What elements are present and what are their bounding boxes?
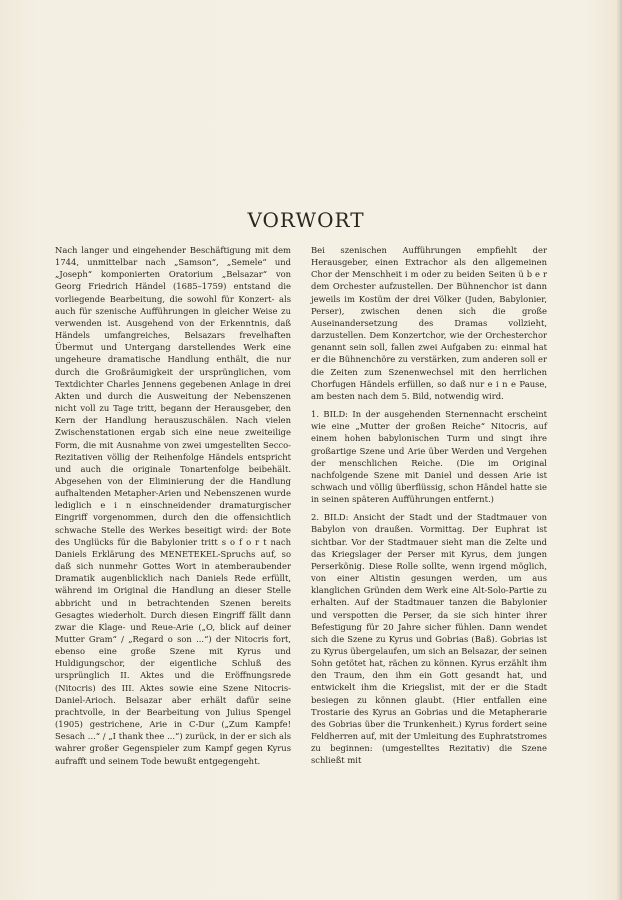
page-title: VORWORT	[247, 208, 365, 232]
page-edge-shadow	[616, 0, 622, 900]
paragraph: Bei szenischen Aufführungen empfiehlt der Herausgeber, einen Extrachor als den allgemeinen Chor der Menschheit i m oder zu beiden Seiten ü b e r dem Orchester aufzustellen. Der Bühnenchor ist dann jeweils im Kostüm der drei Völker (Juden, Babylonier, Perser), zwischen denen sich die große Auseinandersetzung des Dramas vollzieht, darzustellen. Dem Konzertchor, wie der Orchesterchor genannt sein soll, fallen zwei Aufgaben zu: einmal hat er die Bühnenchöre zu verstärken, zum anderen soll er die Zeiten zum Szenenwechsel mit den herrlichen Chorfugen Händels erfüllen, so daß nur e i n e Pause, am besten nach dem 5. Bild, notwendig wird.	[311, 245, 547, 401]
paragraph: 1. BILD: In der ausgehenden Sternennacht erscheint wie eine „Mutter der großen Reiche“ Nitocris, auf einem hohen babylonischen Turm und singt ihre großartige Szene und Arie über Werden und Vergehen der menschlichen Reiche. (Die im Original nachfolgende Szene mit Daniel und dessen Arie ist schwach und völlig überflüssig, schon Händel hatte sie in seinen späteren Aufführungen entfernt.)	[311, 409, 547, 505]
paragraph: Nach langer und eingehender Beschäftigung mit dem 1744, unmittelbar nach „Samson“, „Semele“ und „Joseph“ komponierten Oratorium „Belsazar“ von Georg Friedrich Händel (1685–1759) entstand die vorliegende Bearbeitung, die sowohl für Konzert- als auch für szenische Aufführungen in gleicher Weise zu verwenden ist. Ausgehend von der Erkenntnis, daß Händels umfangreiches, Belsazars frevelhaften Übermut und Untergang darstellendes Werk eine ungeheure dramatische Handlung enthält, die nur durch die Großräumigkeit der ursprünglichen, vom Textdichter Charles Jennens gegebenen Anlage in drei Akten und durch die Ausweitung der Nebenszenen nicht voll zu Tage tritt, begann der Herausgeber, den Kern der Handlung herauszuschälen. Nach vielen Zwischenstationen ergab sich eine neue zweiteilige Form, die mit Ausnahme von zwei umgestellten Secco-Rezitativen völlig der Reihenfolge Händels entspricht und auch die originale Tonartenfolge beibehält. Abgesehen von der Eliminierung der die Handlung aufhaltenden Metapher-Arien und Nebenszenen wurde lediglich e i n einschneidender dramaturgischer Eingriff vorgenommen, durch den die offensichtlich schwache Stelle des Werkes beseitigt wird: der Bote des Unglücks für die Babylonier tritt s o f o r t nach Daniels Erklärung des MENETEKEL-Spruchs auf, so daß sich nunmehr Gottes Wort in atemberaubender Dramatik augenblicklich nach Daniels Rede erfüllt, während im Original die Handlung an dieser Stelle abbricht und in betrachtenden Szenen bereits Gesagtes wiederholt. Durch diesen Eingriff fällt dann zwar die Klage- und Reue-Arie („O, blick auf deiner Mutter Gram“ / „Regard o son ...“) der Nitocris fort, ebenso eine große Szene mit Kyrus und Huldigungschor, der eigentliche Schluß des ursprünglich II. Aktes und die Eröffnungsrede (Nitocris) des III. Aktes sowie eine Szene Nitocris-Daniel-Arioch. Belsazar aber erhält dafür seine prachtvolle, in der Bearbeitung von Julius Spengel (1905) gestrichene, Arie in C-Dur („Zum Kampfe! Sesach ...“ / „I thank thee ...“) zurück, in der er sich als wahrer großer Gegenspieler zum Kampf gegen Kyrus aufrafft und seinem Tode bewußt entgegengeht.	[55, 245, 291, 766]
right-text-column	[311, 244, 547, 767]
left-text-column	[55, 244, 291, 767]
paragraph: 2. BILD: Ansicht der Stadt und der Stadtmauer von Babylon von draußen. Vormittag. Der Euphrat ist sichtbar. Vor der Stadtmauer sieht man die Zelte und das Kriegslager der Perser mit Kyrus, dem jungen Perserkönig. Diese Rolle sollte, wenn irgend möglich, von einer Altistin gesungen werden, um aus klanglichen Gründen dem Werk eine Alt-Solo-Partie zu erhalten. Auf der Stadtmauer tanzen die Babylonier und verspotten die Perser, da sie sich hinter ihrer Befestigung für 20 Jahre sicher fühlen. Dann wendet sich die Szene zu Kyrus und Gobrias (Baß). Gobrias ist zu Kyrus übergelaufen, um sich an Belsazar, der seinen Sohn getötet hat, rächen zu können. Kyrus erzählt ihm den Traum, den ihm ein Gott gesandt hat, und entwickelt ihm die Kriegslist, mit der er die Stadt besiegen zu können glaubt. (Hier entfallen eine Trostarie des Kyrus an Gobrias und die Metapherarie des Gobrias über die Trunkenheit.) Kyrus fordert seine Feldherren auf, mit der Umleitung des Euphratstromes zu beginnen: (umgestelltes Rezitativ) die Szene schließt mit	[311, 512, 547, 766]
